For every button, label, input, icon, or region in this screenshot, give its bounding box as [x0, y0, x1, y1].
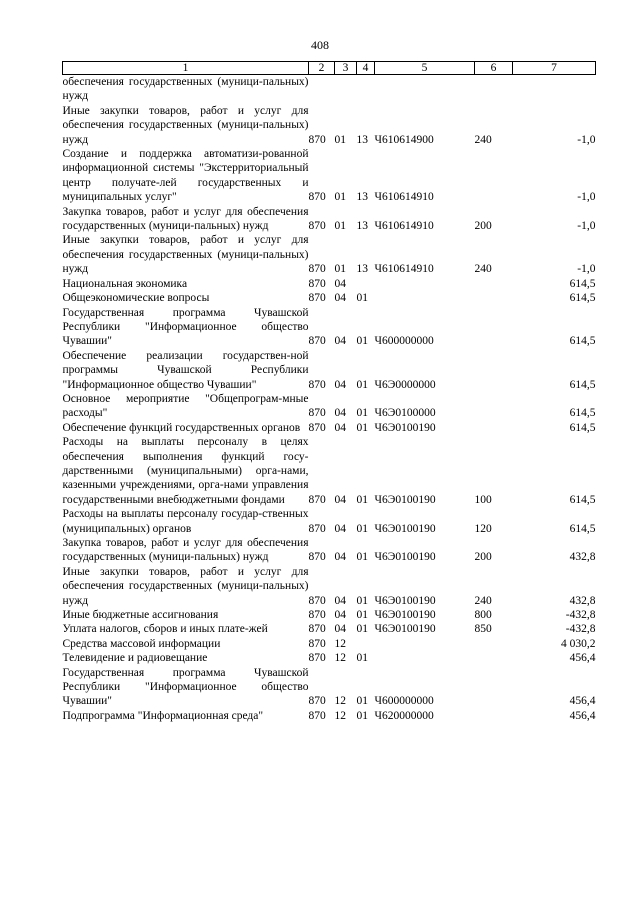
- header-col-4: 4: [357, 62, 375, 75]
- row-pr-cell: 01: [356, 407, 368, 420]
- table-row: [63, 75, 596, 104]
- row-rz-cell: 04: [334, 378, 346, 391]
- row-pr-cell: 01: [356, 522, 368, 535]
- row-name-cell: Государственная программа Чувашской Республики "Информационное общество Чувашии": [62, 306, 309, 348]
- row-name-cell: Обеспечение реализации государствен-ной программы Чувашской Республики "Информационное общество Чувашии": [62, 349, 309, 391]
- row-rz-cell: 04: [334, 335, 346, 348]
- row-rz-cell: 04: [334, 522, 346, 535]
- row-grbs-cell: 870: [308, 191, 326, 204]
- row-name-cell: обеспечения государственных (муници-пальных) нужд: [62, 76, 309, 103]
- row-grbs-cell: 870: [308, 637, 326, 650]
- row-vr-cell: [475, 651, 513, 665]
- row-csr-cell: Ч610614900: [374, 133, 434, 146]
- header-row: [63, 62, 596, 75]
- table-row: [63, 666, 596, 709]
- row-name-cell: Закупка товаров, работ и услуг для обеспечения государственных (муници-пальных) нужд: [62, 537, 309, 564]
- row-grbs-cell: 870: [308, 522, 326, 535]
- table-row: [63, 651, 596, 665]
- table-row: [63, 435, 596, 507]
- row-amount-cell: 614,5: [569, 407, 596, 420]
- row-pr-cell: 01: [356, 609, 368, 622]
- row-grbs-cell: 870: [308, 292, 326, 305]
- row-grbs-cell: 870: [308, 652, 326, 665]
- header-col-2: 2: [309, 62, 335, 75]
- row-grbs-cell: 870: [308, 277, 326, 290]
- table-row: [63, 536, 596, 565]
- row-amount-cell: 456,4: [569, 652, 596, 665]
- row-name-cell: Телевидение и радиовещание: [62, 652, 208, 665]
- row-vr-cell: 200: [474, 220, 492, 233]
- row-rz-cell: 12: [334, 652, 346, 665]
- row-grbs-cell: 870: [308, 421, 326, 434]
- row-csr-cell: Ч6Э0100190: [374, 421, 436, 434]
- row-vr-cell: 240: [474, 133, 492, 146]
- row-csr-cell: Ч6Э0100190: [374, 609, 436, 622]
- row-amount-cell: 614,5: [569, 378, 596, 391]
- table-row: [63, 205, 596, 234]
- row-rz-cell: 04: [334, 623, 346, 636]
- row-rz-cell: 01: [334, 263, 346, 276]
- row-csr-cell: Ч6Э0100000: [374, 407, 436, 420]
- row-csr-cell: Ч6Э0000000: [374, 378, 436, 391]
- row-vr-cell: 240: [474, 263, 492, 276]
- row-csr-cell: Ч6Э0100190: [374, 623, 436, 636]
- row-vr-cell: [475, 637, 513, 651]
- row-rz-cell: 04: [334, 594, 346, 607]
- row-rz-cell: 04: [334, 609, 346, 622]
- row-vr-cell: 800: [474, 609, 492, 622]
- row-csr-cell: [375, 637, 475, 651]
- row-name-cell: Создание и поддержка автоматизи-рованной информационной системы "Экстерриториальный центр получате-лей государственных и муниципальных услуг": [62, 148, 309, 204]
- row-name-cell: Закупка товаров, работ и услуг для обеспечения государственных (муници-пальных) нужд: [62, 205, 309, 233]
- row-name-cell: Общеэкономические вопросы: [62, 292, 210, 305]
- row-pr-cell: 01: [356, 378, 368, 391]
- row-name-cell: Подпрограмма "Информационная среда": [62, 709, 264, 722]
- row-grbs-cell: 870: [308, 220, 326, 233]
- row-amount-cell: 614,5: [569, 522, 596, 535]
- row-amount-cell: -1,0: [577, 263, 596, 276]
- row-rz-cell: 01: [334, 191, 346, 204]
- table-row: [63, 291, 596, 305]
- table-header: [63, 62, 596, 75]
- row-amount-cell: -432,8: [565, 623, 596, 636]
- row-amount-cell: -1,0: [577, 220, 596, 233]
- row-rz-cell: 12: [334, 695, 346, 708]
- row-csr-cell: Ч6Э0100190: [374, 551, 436, 564]
- row-name-cell: Иные закупки товаров, работ и услуг для обеспечения государственных (муници-пальных) нужд: [62, 234, 309, 276]
- row-csr-cell: Ч600000000: [374, 695, 434, 708]
- table-row: [63, 349, 596, 392]
- row-pr-cell: 13: [356, 220, 368, 233]
- table-row: [63, 104, 596, 147]
- row-pr-cell: [357, 75, 375, 104]
- row-vr-cell: [475, 147, 513, 205]
- table-row: [63, 306, 596, 349]
- row-vr-cell: 120: [474, 522, 492, 535]
- row-vr-cell: [475, 75, 513, 104]
- row-amount-cell: 614,5: [569, 421, 596, 434]
- row-grbs-cell: 870: [308, 493, 326, 506]
- row-rz-cell: 04: [334, 277, 346, 290]
- budget-table: [62, 61, 596, 723]
- row-pr-cell: 01: [356, 695, 368, 708]
- row-pr-cell: 13: [356, 263, 368, 276]
- row-amount-cell: 614,5: [569, 292, 596, 305]
- row-amount-cell: 432,8: [569, 551, 596, 564]
- row-pr-cell: [357, 277, 375, 291]
- row-name-cell: Иные бюджетные ассигнования: [62, 609, 219, 622]
- table-row: [63, 421, 596, 435]
- row-rz-cell: 04: [334, 421, 346, 434]
- page-number: 408: [311, 38, 329, 52]
- row-grbs-cell: 870: [308, 551, 326, 564]
- header-col-1: 1: [63, 62, 309, 75]
- row-amount-cell: 456,4: [569, 709, 596, 722]
- row-rz-cell: 12: [334, 709, 346, 722]
- row-grbs-cell: 870: [308, 623, 326, 636]
- row-pr-cell: 01: [356, 551, 368, 564]
- row-pr-cell: [357, 637, 375, 651]
- table-body: [63, 75, 596, 724]
- row-rz-cell: 01: [334, 220, 346, 233]
- row-pr-cell: 01: [356, 493, 368, 506]
- row-pr-cell: 01: [356, 335, 368, 348]
- row-pr-cell: 13: [356, 133, 368, 146]
- header-col-6: 6: [475, 62, 513, 75]
- row-name-cell: Государственная программа Чувашской Республики "Информационное общество Чувашии": [62, 666, 309, 708]
- row-csr-cell: [375, 277, 475, 291]
- row-amount-cell: 4 030,2: [561, 637, 596, 650]
- row-csr-cell: Ч610614910: [374, 220, 434, 233]
- row-grbs-cell: 870: [308, 407, 326, 420]
- row-vr-cell: [475, 277, 513, 291]
- row-name-cell: Иные закупки товаров, работ и услуг для обеспечения государственных (муници-пальных) нужд: [62, 565, 309, 607]
- row-vr-cell: [475, 291, 513, 305]
- row-csr-cell: Ч600000000: [374, 335, 434, 348]
- header-col-3: 3: [335, 62, 357, 75]
- row-rz-cell: 04: [334, 292, 346, 305]
- header-col-5: 5: [375, 62, 475, 75]
- row-csr-cell: [375, 651, 475, 665]
- table-row: [63, 147, 596, 205]
- row-csr-cell: [375, 75, 475, 104]
- row-name-cell: Основное мероприятие "Общепрограм-мные расходы": [62, 392, 309, 420]
- row-name-cell: Средства массовой информации: [62, 637, 221, 650]
- row-grbs-cell: 870: [308, 594, 326, 607]
- row-grbs-cell: [309, 75, 335, 104]
- row-csr-cell: Ч6Э0100190: [374, 594, 436, 607]
- row-pr-cell: 01: [356, 709, 368, 722]
- row-grbs-cell: 870: [308, 378, 326, 391]
- row-vr-cell: 850: [474, 623, 492, 636]
- row-vr-cell: [475, 421, 513, 435]
- row-grbs-cell: 870: [308, 695, 326, 708]
- row-rz-cell: [335, 75, 357, 104]
- table-row: [63, 608, 596, 622]
- row-vr-cell: [475, 666, 513, 709]
- row-vr-cell: [475, 709, 513, 723]
- row-pr-cell: 01: [356, 623, 368, 636]
- row-csr-cell: Ч6Э0100190: [374, 522, 436, 535]
- header-col-7: 7: [513, 62, 596, 75]
- row-rz-cell: 04: [334, 551, 346, 564]
- table-row: [63, 709, 596, 723]
- table-row: [63, 277, 596, 291]
- row-csr-cell: Ч620000000: [374, 709, 434, 722]
- row-name-cell: Расходы на выплаты персоналу государ-ственных (муниципальных) органов: [62, 508, 309, 535]
- row-rz-cell: 04: [334, 407, 346, 420]
- row-name-cell: Уплата налогов, сборов и иных плате-жей: [62, 623, 268, 636]
- row-amount-cell: 432,8: [569, 594, 596, 607]
- row-amount-cell: 614,5: [569, 277, 596, 290]
- table-row: [63, 565, 596, 608]
- row-vr-cell: [475, 349, 513, 392]
- row-csr-cell: Ч610614910: [374, 191, 434, 204]
- row-amount-cell: 614,5: [569, 493, 596, 506]
- table-row: [63, 233, 596, 276]
- row-amount-cell: -432,8: [565, 609, 596, 622]
- row-rz-cell: 12: [334, 637, 346, 650]
- row-grbs-cell: 870: [308, 609, 326, 622]
- table-row: [63, 392, 596, 421]
- table-row: [63, 637, 596, 651]
- row-pr-cell: 01: [356, 421, 368, 434]
- row-rz-cell: 01: [334, 133, 346, 146]
- row-grbs-cell: 870: [308, 335, 326, 348]
- row-amount-cell: 456,4: [569, 695, 596, 708]
- table-row: [63, 622, 596, 636]
- row-pr-cell: 01: [356, 652, 368, 665]
- row-grbs-cell: 870: [308, 133, 326, 146]
- row-grbs-cell: 870: [308, 263, 326, 276]
- row-amount-cell: -1,0: [577, 133, 596, 146]
- row-name-cell: Иные закупки товаров, работ и услуг для обеспечения государственных (муници-пальных) нужд: [62, 104, 309, 146]
- table-row: [63, 507, 596, 536]
- row-csr-cell: Ч6Э0100190: [374, 493, 436, 506]
- row-amount-cell: 614,5: [569, 335, 596, 348]
- row-name-cell: Обеспечение функций государственных органов: [62, 421, 301, 434]
- row-vr-cell: 240: [474, 594, 492, 607]
- row-pr-cell: 01: [356, 594, 368, 607]
- row-pr-cell: 13: [356, 191, 368, 204]
- row-rz-cell: 04: [334, 493, 346, 506]
- row-csr-cell: [375, 291, 475, 305]
- row-grbs-cell: 870: [308, 709, 326, 722]
- row-vr-cell: [475, 306, 513, 349]
- row-csr-cell: Ч610614910: [374, 263, 434, 276]
- row-name-cell: Национальная экономика: [62, 277, 188, 290]
- row-amount-cell: -1,0: [577, 191, 596, 204]
- row-pr-cell: 01: [356, 292, 368, 305]
- row-vr-cell: 200: [474, 551, 492, 564]
- row-name-cell: Расходы на выплаты персоналу в целях обеспечения выполнения функций госу-дарственными (муниципальными) орга-нами, казенными учреждениями, орга-нами управления государственными внебюджетными фондами: [62, 436, 309, 506]
- row-vr-cell: 100: [474, 493, 492, 506]
- row-vr-cell: [475, 392, 513, 421]
- row-amount-cell: [513, 75, 596, 104]
